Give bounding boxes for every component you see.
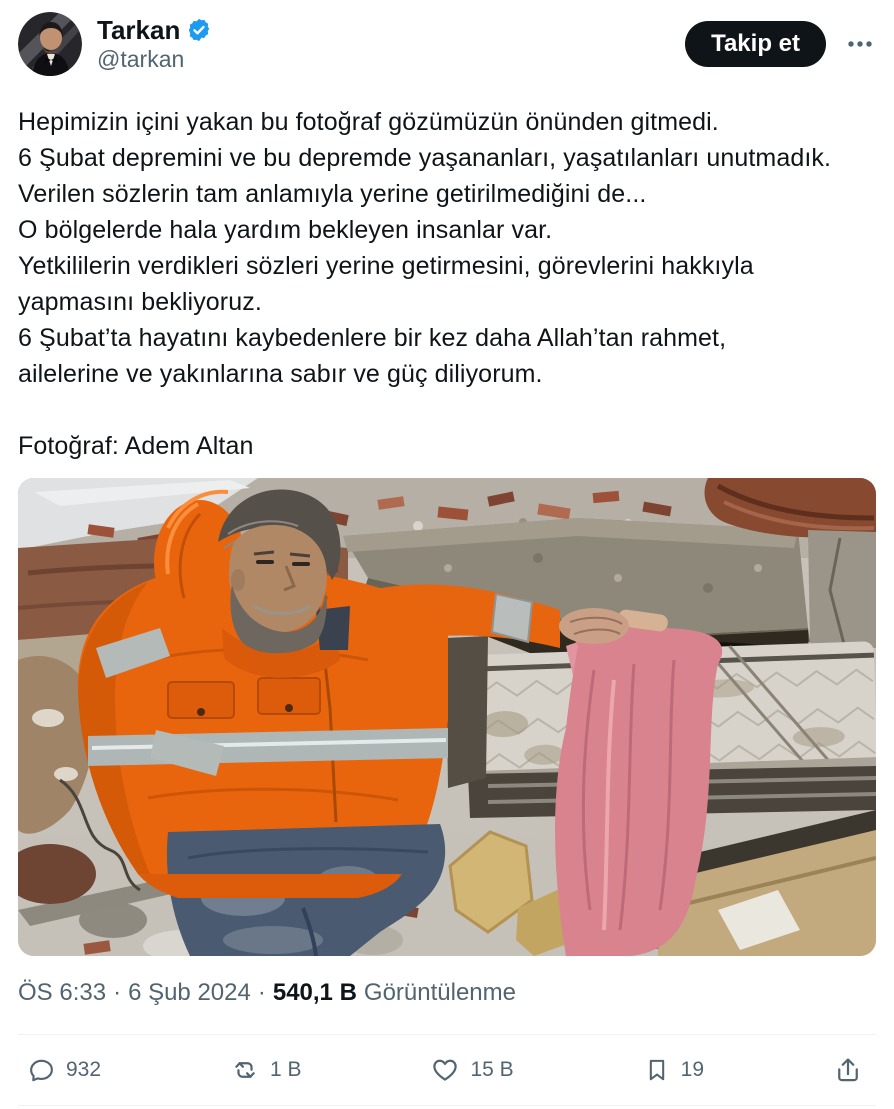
post-header — [18, 0, 876, 76]
reply-bubble-icon — [28, 1057, 55, 1084]
repost-button[interactable] — [231, 1056, 302, 1084]
tweet-line: 6 Şubat depremini ve bu depremde yaşananları, yaşatılanları unutmadık. — [18, 144, 832, 172]
avatar[interactable] — [18, 12, 82, 76]
meta-separator: · — [113, 979, 122, 1006]
more-menu-button[interactable] — [844, 28, 876, 60]
tweet-meta — [18, 978, 876, 1008]
meta-separator: · — [257, 979, 266, 1006]
tweet-line: Hepimizin içini yakan bu fotoğraf gözümüzün önünden gitmedi. — [18, 108, 719, 136]
post-date: 6 Şub 2024 — [128, 979, 251, 1006]
photo-credit-line: Fotoğraf: Adem Altan — [18, 432, 254, 460]
tweet-line: O bölgelerde hala yardım bekleyen insanlar var. — [18, 216, 553, 244]
three-dots-icon — [845, 29, 875, 59]
reply-button[interactable] — [28, 1057, 101, 1084]
views-count: 540,1 B — [272, 979, 357, 1006]
share-arrow-up-icon — [834, 1056, 862, 1084]
tweet-line-blank — [18, 392, 876, 428]
tweet-line: yapmasını bekliyoruz. — [18, 288, 262, 316]
tweet-text — [18, 104, 876, 464]
like-button[interactable] — [431, 1056, 513, 1084]
tweet-line: ailelerine ve yakınlarına sabır ve güç diliyorum. — [18, 360, 543, 388]
views-label: Görüntülenme — [363, 979, 516, 1006]
tweet-line: Verilen sözlerin tam anlamıyla yerine getirilmediğini de... — [18, 180, 647, 208]
reply-count: 932 — [66, 1058, 102, 1081]
tweet-photo[interactable] — [18, 478, 876, 956]
identity-block — [97, 15, 212, 73]
bookmark-count: 19 — [680, 1058, 704, 1081]
share-button[interactable] — [834, 1056, 862, 1084]
post-time: ÖS 6:33 — [18, 979, 107, 1006]
verified-badge-icon — [186, 17, 212, 43]
display-name[interactable]: Tarkan — [97, 15, 181, 45]
bookmark-outline-icon — [644, 1057, 670, 1083]
repost-arrows-icon — [231, 1056, 259, 1084]
tweet-line: 6 Şubat’ta hayatını kaybedenlere bir kez daha Allah’tan rahmet, — [18, 324, 727, 352]
divider-bottom — [18, 1105, 876, 1106]
heart-outline-icon — [431, 1056, 459, 1084]
repost-count: 1 B — [270, 1058, 302, 1081]
action-bar — [18, 1035, 876, 1105]
bookmark-button[interactable] — [644, 1057, 704, 1083]
avatar-image — [18, 12, 82, 76]
tweet-line: Yetkililerin verdikleri sözleri yerine getirmesini, görevlerini hakkıyla — [18, 252, 754, 280]
user-handle[interactable]: @tarkan — [97, 46, 185, 72]
follow-button[interactable]: Takip et — [685, 21, 826, 67]
like-count: 15 B — [470, 1058, 514, 1081]
earthquake-photo-illustration — [18, 478, 876, 956]
